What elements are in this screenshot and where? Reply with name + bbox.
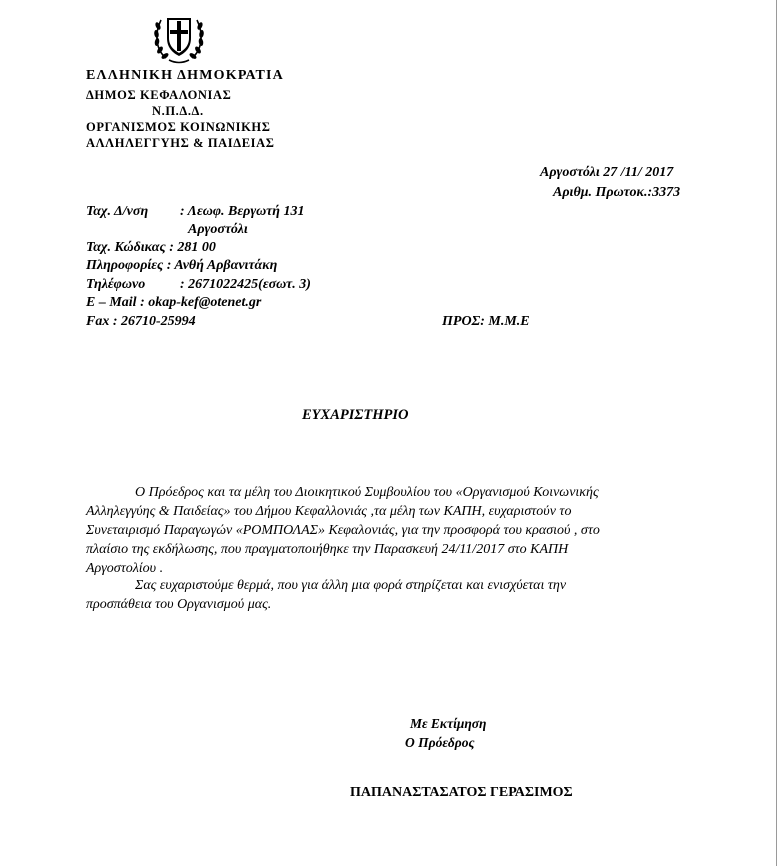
postal-code: Ταχ. Κώδικας : 281 00: [86, 240, 216, 255]
header-organization-line1: ΟΡΓΑΝΙΣΜΟΣ ΚΟΙΝΩΝΙΚΗΣ: [86, 120, 271, 134]
address-label: Ταχ. Δ/νση: [86, 204, 149, 219]
recipient: ΠΡΟΣ: Μ.Μ.Ε: [442, 314, 530, 329]
signatory-role: Ο Πρόεδρος: [405, 735, 475, 750]
document-date: Αργοστόλι 27 /11/ 2017: [540, 165, 674, 180]
phone-label: Τηλέφωνο: [86, 277, 146, 292]
body-paragraph1-line5: Αργοστολίου .: [86, 561, 164, 576]
address-city: Αργοστόλι: [188, 222, 248, 237]
header-municipality: ΔΗΜΟΣ ΚΕΦΑΛΟΝΙΑΣ: [86, 88, 232, 102]
information-contact: Πληροφορίες : Ανθή Αρβανιτάκη: [86, 258, 278, 273]
closing-regards: Με Εκτίμηση: [410, 716, 487, 731]
body-paragraph1-line3: Συνεταιρισμό Παραγωγών «ΡΟΜΠΟΛΑΣ» Κεφαλονιάς, για την προσφορά του κρασιού , στο: [86, 523, 600, 538]
address-value: : Λεωφ. Βεργωτή 131: [180, 204, 305, 219]
greek-coat-of-arms-emblem: [152, 8, 206, 66]
body-paragraph1-line4: πλαίσιο της εκδήλωσης, που πραγματοποιήθηκε την Παρασκευή 24/11/2017 στο ΚΑΠΗ: [86, 542, 569, 557]
header-organization-line2: ΑΛΛΗΛΕΓΓΥΗΣ & ΠΑΙΔΕΙΑΣ: [86, 136, 275, 150]
body-paragraph1-line2: Αλληλεγγύης & Παιδείας» του Δήμου Κεφαλλονιάς ,τα μέλη των ΚΑΠΗ, ευχαριστούν το: [86, 504, 572, 519]
body-paragraph2-line1: Σας ευχαριστούμε θερμά, που για άλλη μια φορά στηρίζεται και ενισχύεται την: [135, 578, 567, 593]
email-line: E – Mail : okap-kef@otenet.gr: [86, 295, 262, 310]
phone-value: : 2671022425(εσωτ. 3): [180, 277, 311, 292]
signatory-name: ΠΑΠΑΝΑΣΤΑΣΑΤΟΣ ΓΕΡΑΣΙΜΟΣ: [350, 785, 573, 800]
header-republic: ΕΛΛΗΝΙΚΗ ΔΗΜΟΚΡΑΤΙΑ: [86, 68, 284, 83]
header-legal-entity: Ν.Π.Δ.Δ.: [152, 104, 204, 118]
protocol-number: Αριθμ. Πρωτοκ.:3373: [553, 185, 681, 200]
body-paragraph2-line2: προσπάθεια του Οργανισμού μας.: [86, 597, 272, 612]
body-paragraph1-line1: Ο Πρόεδρος και τα μέλη του Διοικητικού Συμβουλίου του «Οργανισμού Κοινωνικής: [135, 485, 599, 500]
fax-line: Fax : 26710-25994: [86, 314, 196, 329]
document-frame-edge: [776, 0, 777, 866]
document-title: ΕΥΧΑΡΙΣΤΗΡΙΟ: [302, 407, 409, 423]
